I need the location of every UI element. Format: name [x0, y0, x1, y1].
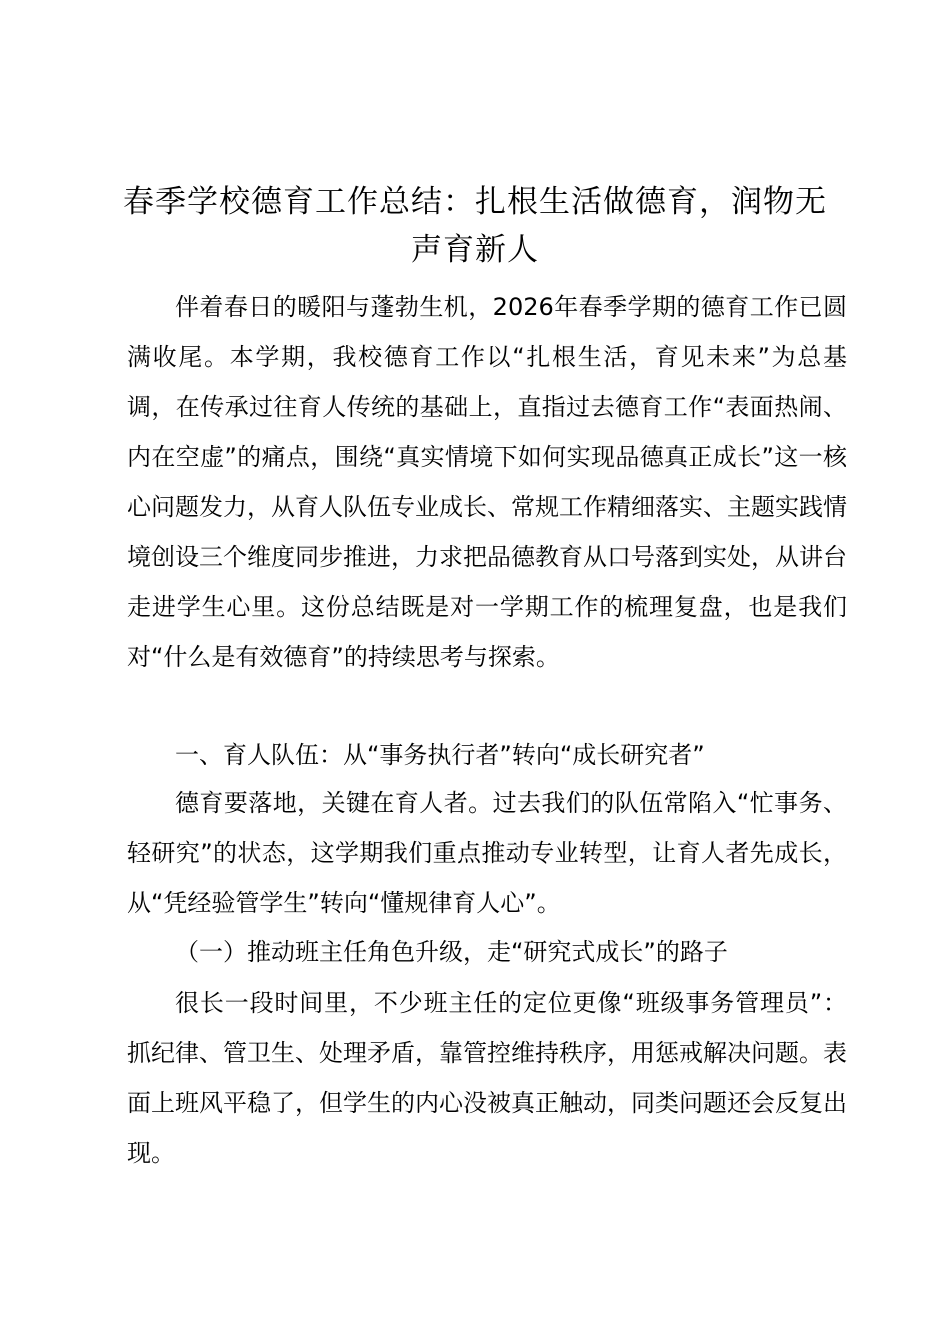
subsection-paragraph: 很长一段时间里，不少班主任的定位更像“班级事务管理员”：抓纪律、管卫生、处理矛盾，靠管控维持秩序，用惩戒解决问题。表面上班风平稳了，但学生的内心没被真正触动，同类问题还会反复出现。: [127, 989, 847, 1167]
intro-paragraph: 伴着春日的暖阳与蓬勃生机，2026年春季学期的德育工作已圆满收尾。本学期，我校德育工作以“扎根生活，育见未来”为总基调，在传承过往育人传统的基础上，直指过去德育工作“表面热闹、内在空虚”的痛点，围绕“真实情境下如何实现品德真正成长”这一核心问题发力，从育人队伍专业成长、常规工作精细落实、主题实践情境创设三个维度同步推进，力求把品德教育从口号落到实处，从讲台走进学生心里。这份总结既是对一学期工作的梳理复盘，也是我们对“什么是有效德育”的持续思考与探索。: [127, 293, 847, 671]
subsection-heading: （一）推动班主任角色升级，走“研究式成长”的路子: [175, 938, 728, 966]
section-heading: 一、育人队伍：从“事务执行者”转向“成长研究者”: [175, 741, 705, 769]
section-paragraph: 德育要落地，关键在育人者。过去我们的队伍常陷入“忙事务、轻研究”的状态，这学期我们重点推动专业转型，让育人者先成长，从“凭经验管学生”转向“懂规律育人心”。: [127, 789, 847, 917]
document-title: 春季学校德育工作总结：扎根生活做德育，润物无声育新人: [123, 184, 827, 268]
